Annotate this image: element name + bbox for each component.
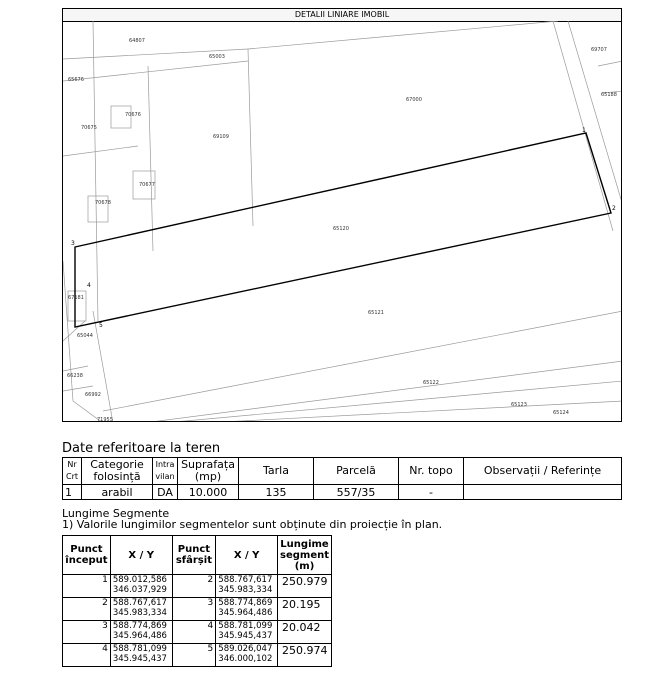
parcel-label: 65003 [209,54,225,60]
vertex-label: 3 [71,240,75,247]
parcel-label: 69109 [213,134,229,140]
header-tarla: Tarla [239,458,314,485]
parcel-label: 64807 [129,38,145,44]
segments-note: 1) Valorile lungimilor segmentelor sunt obținute din proiecție în plan. [62,518,443,531]
parcel-label: 65120 [333,226,349,232]
header-parcela: Parcelă [314,458,399,485]
cell-tarla: 135 [239,485,314,500]
header-suprafata: Suprafața (mp) [178,458,239,485]
cell-nr: 1 [63,485,82,500]
parcel-label: 65121 [368,310,384,316]
parcel-label: 65123 [511,402,527,408]
parcel-label: 65122 [423,380,439,386]
parcel-label: 67000 [406,97,422,103]
parcel-label: 71955 [97,417,113,423]
teren-header-row [63,458,622,485]
start-coords: 588.781,099 345.945,437 [110,644,172,667]
map-title: DETALII LINIARE IMOBIL [63,9,621,22]
map-drawing [63,21,622,422]
cadastral-map [62,8,622,422]
parcel-label: 66992 [85,392,101,398]
start-coords: 588.774,869 345.964,486 [110,621,172,644]
teren-row [63,485,622,500]
segment-row [63,575,332,598]
header-xy1: X / Y [110,536,172,575]
header-length: Lungime segment (m) [278,536,332,575]
vertex-label: 4 [87,282,91,289]
header-end: Punct sfârșit [172,536,216,575]
cell-categorie: arabil [82,485,153,500]
parcel-label: 65188 [601,92,617,98]
start-point: 4 [63,644,111,667]
end-coords: 588.781,099 345.945,437 [216,621,278,644]
cell-topo: - [399,485,464,500]
segment-row [63,621,332,644]
parcel-label: 70676 [125,112,141,118]
start-coords: 588.767,617 345.983,334 [110,598,172,621]
parcel-label: 65676 [68,77,84,83]
segments-title: Lungime Segmente [62,507,170,520]
teren-table [62,457,622,500]
segment-length: 250.974 [278,644,332,667]
segment-length: 250.979 [278,575,332,598]
header-xy2: X / Y [216,536,278,575]
header-start: Punct început [63,536,111,575]
vertex-label: 1 [582,127,586,134]
parcel-label: 70678 [95,200,111,206]
header-intra: Intra vilan [153,458,178,485]
end-point: 2 [172,575,216,598]
start-point: 3 [63,621,111,644]
start-point: 2 [63,598,111,621]
header-nr: Nr Crt [63,458,82,485]
segment-row [63,644,332,667]
header-categorie: Categorie folosință [82,458,153,485]
end-point: 5 [172,644,216,667]
cell-obs [464,485,622,500]
vertex-label: 2 [612,205,616,212]
start-coords: 589.012,586 346.037,929 [110,575,172,598]
segments-table [62,535,332,667]
parcel-label: 65044 [77,333,93,339]
start-point: 1 [63,575,111,598]
cell-intra: DA [153,485,178,500]
cell-parcela: 557/35 [314,485,399,500]
parcel-label: 70675 [81,125,97,131]
vertex-label: 5 [99,322,103,329]
header-topo: Nr. topo [399,458,464,485]
header-obs: Observații / Referințe [464,458,622,485]
teren-title: Date referitoare la teren [62,441,221,456]
parcel-label: 66238 [67,373,83,379]
end-coords: 589.026,047 346.000,102 [216,644,278,667]
cell-suprafata: 10.000 [178,485,239,500]
end-point: 3 [172,598,216,621]
end-coords: 588.767,617 345.983,334 [216,575,278,598]
segments-header-row [63,536,332,575]
parcel-label: 69707 [591,47,607,53]
parcel-label: 65124 [553,410,569,416]
end-point: 4 [172,621,216,644]
segment-length: 20.042 [278,621,332,644]
parcel-label: 67181 [68,295,84,301]
segment-length: 20.195 [278,598,332,621]
parcel-label: 70677 [139,182,155,188]
segment-row [63,598,332,621]
end-coords: 588.774,869 345.964,486 [216,598,278,621]
